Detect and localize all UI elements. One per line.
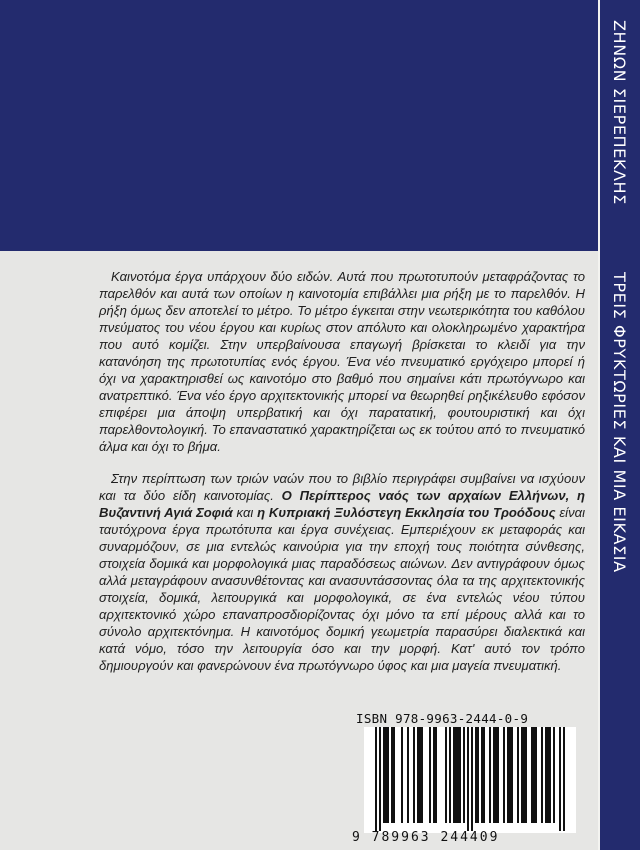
barcode-bar — [471, 727, 473, 831]
barcode-bar — [419, 727, 421, 823]
barcode-bar — [503, 727, 505, 823]
barcode-bar — [385, 727, 387, 823]
barcode-bar — [525, 727, 527, 823]
barcode-bar — [483, 727, 485, 823]
barcode-bar — [387, 727, 389, 823]
barcode-bar — [417, 727, 419, 823]
isbn-label: ISBN 978-9963-2444-0-9 — [356, 711, 529, 726]
barcode-bar — [533, 727, 535, 823]
blurb-paragraph-2 — [99, 470, 585, 674]
barcode-bar — [563, 727, 565, 831]
barcode-bar — [375, 727, 377, 831]
barcode-bar — [393, 727, 395, 823]
barcode-digits: 9 789963 244409 — [352, 830, 500, 845]
barcode-bar — [495, 727, 497, 823]
barcode-bar — [521, 727, 523, 823]
barcode-bar — [433, 727, 435, 823]
barcode-bar — [547, 727, 549, 823]
barcode-bar — [545, 727, 547, 823]
barcode-bar — [449, 727, 451, 823]
back-cover-blurb — [99, 268, 585, 674]
barcode-bar — [523, 727, 525, 823]
blurb-p2-rest: είναι ταυτόχρονα έργα πρωτότυπα και έργα συνέχειας. Εμπεριέχουν εκ μεταφοράς και συναρμόζουν, σε μια εντελώς καινούρια για την εποχή τους ποιότητα σύνθεσης, στοιχεία δομικά και μορφολογικά μιας παραδόσεως αιώνων. Δεν αντιγράφουν όμως αλλά μεταγράφουν ανασυνθέτοντας και ανασυντάσσοντας όλα τα της αρχιτεκτονικής στοιχεία, δομικά, λειτουργικά και μορφολογικά, σε ένα εντελώς νέου τύπου αρχιτεκτονικό χώρο επαναπροσδιορίζοντας όχι μόνο τα επί μέρους αλλά και το σύνολο αρχιτεκτόνημα. Η καινοτόμος δομική γεωμετρία παρασύρει διαλεκτικά και κατά νόμο, τόσο την λειτουργία όσο και την μορφή. Κατ' αυτό τον τρόπο δημιουργούν και φανερώνουν ένα πρωτόγνωρο ύφος και μια μαγεία πνευματική. — [99, 505, 585, 673]
barcode-bar — [455, 727, 457, 823]
barcode-bar — [413, 727, 415, 823]
barcode-bar — [459, 727, 461, 823]
barcode-bar — [509, 727, 511, 823]
barcode-bar — [475, 727, 477, 823]
barcode-bar — [453, 727, 455, 823]
top-color-band — [0, 0, 640, 251]
barcode-bars — [364, 727, 576, 833]
spine-divider — [598, 0, 600, 850]
barcode-bar — [549, 727, 551, 823]
blurb-paragraph-1: Καινοτόμα έργα υπάρχουν δύο ειδών. Αυτά που πρωτοτυπούν μεταφράζοντας το παρελθόν και αυτά των οποίων η καινοτομία επιβάλλει μια ρήξη με το παρελθόν. Η ρήξη όμως δεν αποτελεί το μέτρο. Το μέτρο έγκειται στην νεωτερικότητα του καθόλου πνεύματος του νέου έργου και κυρίως στον απόλυτο και ολοκληρωμένο χαρακτήρα που αυτό κομίζει. Στην υπερβαίνουσα επαγωγή βρίσκεται το κλειδί για την κατανόηση της πρωτοτυπίας ενός έργου. Ένα νέο πνευματικό εργόχειρο μπορεί ή όχι να χαρακτηρισθεί ως καινοτόμο στο βαθμό που σημαίνει κάτι πρωτόγνωρο και ανατρεπτικό. Ένα νέο έργο αρχιτεκτονικής μπορεί να θεωρηθεί ρηξικέλευθο εφόσον επιφέρει μια άποψη υπερβατική και όχι παρατατική, φουτουριστική και όχι παρελθοντολογική. Το επαναστατικό χαρακτηρίζεται ως εκ τούτου από το πνευματικό άλμα και όχι το βήμα. — [99, 269, 585, 454]
barcode-bar — [553, 727, 555, 823]
barcode-bar — [497, 727, 499, 823]
barcode-bar — [507, 727, 509, 823]
barcode-bar — [457, 727, 459, 823]
barcode-bar — [383, 727, 385, 823]
spine-title: ΤΡΕΙΣ ΦΡΥΚΤΩΡΙΕΣ ΚΑΙ ΜΙΑ ΕΙΚΑΣΙΑ — [610, 272, 629, 573]
barcode-bar — [445, 727, 447, 823]
barcode-bar — [493, 727, 495, 823]
blurb-p2-bold-2: η Κυπριακή Ξυλόστεγη Εκκλησία του Τροόδους — [257, 505, 556, 520]
barcode-bar — [429, 727, 431, 823]
barcode-bar — [401, 727, 403, 823]
barcode-bar — [477, 727, 479, 823]
barcode-bar — [481, 727, 483, 823]
spine-author: ΖΗΝΩΝ ΣΙΕΡΕΠΕΚΛΗΣ — [610, 20, 629, 205]
barcode — [364, 727, 576, 833]
barcode-bar — [531, 727, 533, 823]
barcode-bar — [517, 727, 519, 823]
barcode-bar — [435, 727, 437, 823]
barcode-bar — [407, 727, 409, 823]
barcode-bar — [489, 727, 491, 823]
barcode-bar — [541, 727, 543, 823]
barcode-bar — [511, 727, 513, 823]
blurb-p2-intro: Στην περίπτωση των τριών ναών που το βιβλίο περιγράφει συμβαίνει να ισχύουν και τα δύο είδη καινοτομίας. — [99, 471, 585, 503]
barcode-bar — [421, 727, 423, 823]
barcode-bar — [535, 727, 537, 823]
blurb-p2-and: και — [232, 505, 258, 520]
barcode-bar — [379, 727, 381, 831]
barcode-bar — [391, 727, 393, 823]
barcode-bar — [467, 727, 469, 831]
blurb-p2-bold-1: Ο Περίπτερος ναός των αρχαίων Ελλήνων, η Βυζαντινή Αγιά Σοφιά — [99, 488, 586, 520]
barcode-bar — [463, 727, 465, 823]
barcode-bar — [559, 727, 561, 831]
